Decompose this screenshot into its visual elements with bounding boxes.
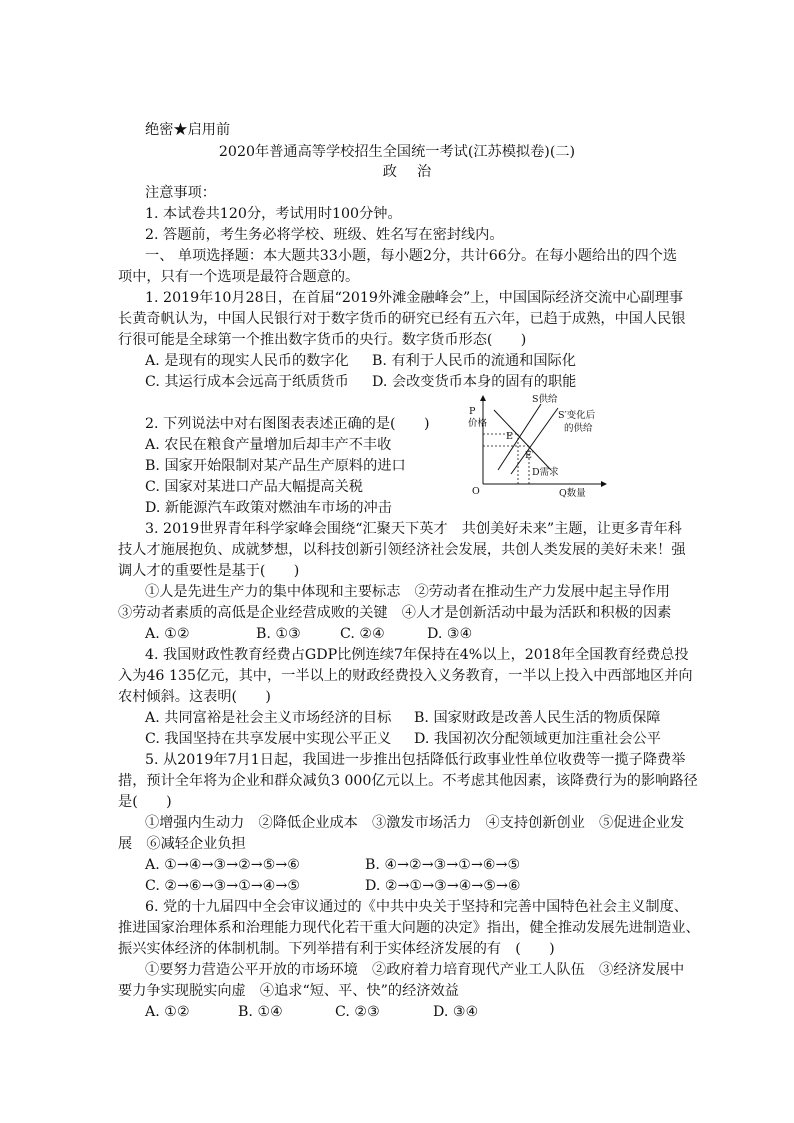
q3-stem-line-3: 调人才的重要性是基于( ) [118, 563, 300, 579]
subject-title: 政治 [382, 164, 452, 180]
q3-option-b[interactable]: B. ①③ [256, 626, 301, 642]
supply-demand-graph [466, 392, 616, 500]
q6-option-c[interactable]: C. ②③ [335, 1004, 380, 1020]
q4-option-d[interactable]: D. 我国初次分配领域更加注重社会公平 [414, 731, 661, 747]
exam-title: 2020年普通高等学校招生全国统一考试(江苏模拟卷)(二) [218, 144, 576, 160]
notice-heading: 注意事项： [145, 185, 216, 201]
q3-statements-line-2: ③劳动者素质的高低是企业经营成败的关键 ④人才是创新活动中最为活跃和积极的因素 [118, 605, 672, 621]
q3-stem-line-2: 技人才施展抱负、成就梦想，以科技创新引领经济社会发展，共创人类发展的美好未来！强 [118, 542, 686, 558]
q3-stem-line-1: 3. 2019世界青年科学家峰会围绕“汇聚天下英才 共创美好未来”主题，让更多青年科 [145, 521, 682, 537]
graph-p-label: P [469, 406, 476, 417]
supply-curve-s-prime [511, 408, 558, 474]
q2-option-a[interactable]: A. 农民在粮食产量增加后却丰产不丰收 [145, 437, 392, 453]
graph-demand-label: D需求 [532, 467, 559, 478]
q3-statements-line-1: ①人是先进生产力的集中体现和主要标志 ②劳动者在推动生产力发展中起主导作用 [145, 584, 670, 600]
q1-option-d[interactable]: D. 会改变货币本身的固有的职能 [372, 374, 577, 390]
section-heading: 一、 单项选择题：本大题共33小题，每小题2分，共计66分。在每小题给出的四个选 [145, 248, 678, 264]
q6-option-a[interactable]: A. ①② [145, 1004, 190, 1020]
secret-label: 绝密★启用前 [145, 122, 231, 138]
q2-option-d[interactable]: D. 新能源汽车政策对燃油车市场的冲击 [145, 500, 392, 516]
demand-curve-d [494, 410, 551, 470]
graph-quantity-label: Q数量 [559, 488, 586, 499]
q2-option-c[interactable]: C. 国家对某进口产品大幅提高关税 [145, 479, 363, 495]
q5-stem-line-1: 5. 从2019年7月1日起，我国进一步推出包括降低行政事业性单位收费等一揽子降费举 [145, 752, 686, 768]
q5-option-c[interactable]: C. ②→⑥→③→①→④→⑤ [145, 878, 301, 894]
graph-supply-changed-label-1: S′变化后 [558, 410, 596, 421]
q4-option-b[interactable]: B. 国家财政是改善人民生活的物质保障 [414, 710, 661, 726]
q6-option-b[interactable]: B. ①④ [238, 1004, 283, 1020]
graph-price-label: 价格 [468, 418, 488, 429]
q2-option-b[interactable]: B. 国家开始限制对某产品生产原料的进口 [145, 458, 406, 474]
q3-option-a[interactable]: A. ①② [145, 626, 190, 642]
q6-stem-line-1: 6. 党的十九届四中全会审议通过的《中共中央关于坚持和完善中国特色社会主义制度、 [145, 899, 688, 915]
q5-option-b[interactable]: B. ④→②→③→①→⑥→⑤ [365, 857, 521, 873]
q4-stem-line-1: 4. 我国财政性教育经费占GDP比例连续7年保持在4%以上，2018年全国教育经费总投 [145, 647, 689, 663]
q4-stem-line-3: 农村倾斜。这表明( ) [118, 689, 271, 705]
graph-origin-label: O [472, 486, 480, 497]
q1-option-a[interactable]: A. 是现有的现实人民币的数字化 [145, 353, 349, 369]
q1-stem-line-2: 长黄奇帆认为，中国人民银行对于数字货币的研究已经有五六年，已趋于成熟，中国人民银 [118, 311, 686, 327]
notice-item-2: 2. 答题前，考生务必将学校、班级、姓名写在密封线内。 [145, 227, 504, 243]
q5-option-a[interactable]: A. ①→④→③→②→⑤→⑥ [145, 857, 301, 873]
graph-supply-changed-label-2: 的供给 [564, 423, 593, 434]
q4-option-c[interactable]: C. 我国坚持在共享发展中实现公平正义 [145, 731, 392, 747]
q3-option-c[interactable]: C. ②④ [340, 626, 385, 642]
graph-e-prime-label: E′ [525, 450, 535, 461]
q6-stem-line-2: 推进国家治理体系和治理能力现代化若干重大问题的决定》指出，健全推动发展先进制造业、 [118, 920, 700, 936]
q5-statements-line-2: 展 ⑥减轻企业负担 [118, 836, 246, 852]
q1-option-b[interactable]: B. 有利于人民币的流通和国际化 [372, 353, 576, 369]
q3-option-d[interactable]: D. ③④ [427, 626, 473, 642]
q6-statements-line-2: 要力争实现脱实向虚 ④追求“短、平、快”的经济效益 [118, 983, 459, 999]
q4-option-a[interactable]: A. 共同富裕是社会主义市场经济的目标 [145, 710, 392, 726]
q5-stem-line-3: 是( ) [118, 794, 172, 810]
section-heading-cont: 项中，只有一个选项是最符合题意的。 [118, 269, 360, 285]
q2-stem: 2. 下列说法中对右图图表表述正确的是( ) [145, 416, 430, 432]
graph-e-label: E [506, 431, 513, 442]
q6-option-d[interactable]: D. ③④ [433, 1004, 479, 1020]
q6-stem-line-3: 振兴实体经济的体制机制。下列举措有利于实体经济发展的有 ( ) [118, 941, 555, 957]
q5-statements-line-1: ①增强内生动力 ②降低企业成本 ③激发市场活力 ④支持创新创业 ⑤促进企业发 [145, 815, 685, 831]
q1-option-c[interactable]: C. 其运行成本会远高于纸质货币 [145, 374, 349, 390]
notice-item-1: 1. 本试卷共120分，考试用时100分钟。 [145, 206, 402, 222]
q5-stem-line-2: 措，预计全年将为企业和群众减负3 000亿元以上。不考虑其他因素，该降费行为的影响路径 [118, 773, 698, 789]
graph-supply-label: S供给 [532, 394, 558, 405]
q1-stem-line-3: 行很可能是全球第一个推出数字货币的央行。数字货币形态( ) [118, 332, 527, 348]
q5-option-d[interactable]: D. ②→①→③→④→⑤→⑥ [365, 878, 521, 894]
q4-stem-line-2: 入为46 135亿元，其中，一半以上的财政经费投入义务教育，一半以上投入中西部地区并向 [118, 668, 693, 684]
q1-stem-line-1: 1. 2019年10月28日，在首届“2019外滩金融峰会”上，中国国际经济交流中心副理事 [145, 290, 684, 306]
q6-statements-line-1: ①要努力营造公平开放的市场环境 ②政府着力培育现代产业工人队伍 ③经济发展中 [145, 962, 685, 978]
